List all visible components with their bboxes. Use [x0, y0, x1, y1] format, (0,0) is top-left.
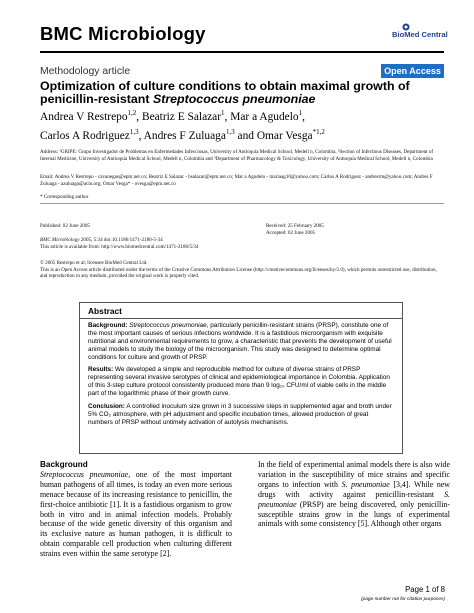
author-name[interactable]: Andrea V Restrepo [40, 110, 128, 123]
received-accepted-dates [266, 223, 446, 236]
author-affiliation-sup: 1,3 [129, 127, 139, 136]
body-text: In the field of experimental animal models there is also wide variation in the susceptibility of mice strains and specific organs to infection with [258, 460, 450, 489]
author-affiliation-sup: 1 [298, 109, 303, 117]
open-access-badge: Open Access [381, 64, 444, 78]
accepted-date: Accepted: 02 June 2005 [266, 229, 316, 236]
author-addresses: Address: ¹GRIPE: Grupo Investigador de Problemas en Enfermedades Infecciosas, University of Antioquia Medical School, Medell n, Colombia, ²Section of Infectious Diseases, Department of Internal Medicine, University of Antioquia Medical School, Medell n, Colombia and ³Department of Pharmacology & Toxicology, University of Antioquia Medical School, Medell n, Colombia [40, 149, 434, 162]
body-species: S. pneumoniae [341, 479, 390, 489]
copyright-line: © 2005 Restrepo et al; licensee BioMed Central Ltd. [40, 260, 148, 266]
published-date: Published: 02 June 2005 [40, 223, 90, 229]
author-name[interactable]: , Andres F Zuluaga [138, 129, 226, 142]
abstract-conclusion [88, 403, 394, 427]
author-affiliation-sup: *1,2 [312, 127, 325, 136]
received-date: Received: 25 February 2005 [266, 223, 324, 229]
abstract-heading: Abstract [88, 306, 122, 316]
author-list [40, 106, 450, 144]
abstract-background-label: Background: [88, 321, 128, 329]
publisher-name: BioMed Central [392, 30, 448, 39]
abstract-box [79, 302, 403, 454]
author-separator: , [302, 110, 305, 123]
body-species: Streptococcus pneumoniae [40, 469, 129, 479]
header-divider [40, 51, 444, 53]
author-affiliation-sup: 1,3 [225, 127, 235, 136]
page-number-note: (page number not for citation purposes) [361, 597, 445, 602]
abstract-divider [80, 318, 402, 319]
abstract-background [88, 322, 394, 362]
author-affiliation-sup: 1 [221, 109, 225, 117]
author-name[interactable]: Carlos A Rodriguez [40, 129, 130, 142]
meta-divider [40, 203, 444, 204]
author-name[interactable]: , Mar a Agudelo [224, 110, 299, 123]
author-affiliation-sup: 1,2 [127, 109, 137, 117]
abstract-text: , particularly penicillin-resistant strains (PRSP), constitute one of the most important causes of serious infections worldwide. It is a fastidious microorganism with exquisite nutritional and environmental requirements to grow, a characteristic that prevents the development of useful animal models to study the biology of the microorganism. This study was designed to determine optimal conditions for culture and growth of PRSP. [88, 321, 392, 361]
abstract-text: We developed a simple and reproducible method for culture of diverse strains of PRSP representing several invasive serotypes of clinical and epidemiological importance in Colombia. Application of this 3-step culture protocol consistently produced more than 9 log₁₀ CFU/ml of viable cells in the middle part of the logarithmic phase of their growth curve. [88, 366, 390, 398]
author-name[interactable]: , Beatriz E Salazar [136, 110, 222, 123]
citation [40, 237, 163, 244]
author-name[interactable]: and Omar Vesga [234, 129, 313, 142]
journal-title: BMC Microbiology [40, 23, 206, 44]
title-text: Optimization of culture conditions to obtain maximal growth of penicillin-resistant [40, 79, 410, 106]
article-type: Methodology article [40, 66, 131, 77]
section-heading-background: Background [40, 460, 88, 469]
page-number: Page 1 of 8 [405, 585, 445, 594]
publisher-logo[interactable] [378, 22, 448, 42]
body-column-left [40, 460, 232, 559]
abstract-results-label: Results: [88, 366, 114, 374]
body-species: S. pneumoniae [258, 489, 450, 509]
abstract-text: A controlled inoculum size grown in 3 successive steps in supplemented agar and broth under 5% CO₂ atmosphere, with pH adjustment and specific incubation times, allowed production of great numbers of PRSP without untimely activation of autolysis mechanisms. [88, 403, 392, 426]
abstract-species: Streptococcus pneumoniae [129, 321, 207, 329]
body-text: [3,4]. While new drugs with activity against penicillin-resistant [258, 479, 451, 499]
body-column-right [258, 460, 450, 529]
citation-details: 2005, 5:34 doi:10.1186/1471-2180-5-34 [79, 237, 163, 243]
body-text: , one of the most important human pathogens of all times, is today an even more serious menace because of its increasing resistance to penicillin, the first-choice antibiotic [1]. It is a fastidious organism to grow both in vitro and in animal infection models. Probably because of the wide genetic diversity of this organism and its exclusive nature as human pathogen, it is difficult to obtain comparable cell production when culturing different strains even within the same serotype [2]. [40, 469, 233, 559]
body-text: (PRSP) are being discovered, only penicillin-susceptible strains grow in the lungs of experimental animals with some consistency [5]. Although other organs [258, 499, 450, 529]
citation-journal: BMC Microbiology [40, 237, 80, 243]
author-emails[interactable]: Email: Andrea V Restrepo - cavanegas@epm.net.co; Beatriz E Salazar - bsalazar@epm.net.co; Mar a Agudelo - mariaag10@yahoo.com; Carlos A Rodriguez - andresrm@yahoo.com; Andres F Zuluaga - azuluaga@acin.org; Omar Vesga* - ovesga@epm.net.co [40, 174, 433, 187]
title-italic: Streptococcus pneumoniae [152, 92, 316, 106]
article-url[interactable]: This article is available from: http://www.biomedcentral.com/1471-2180/5/34 [40, 244, 199, 250]
copyright-block [40, 260, 444, 280]
abstract-results [88, 366, 394, 398]
license-text[interactable]: This is an Open Access article distributed under the terms of the Creative Commons Attribution License (http://creativecommons.org/licenses/by/2.0), which permits unrestricted use, distribution, and reproduction in any medium, provided the original work is properly cited. [40, 266, 437, 280]
article-title [40, 80, 450, 106]
corresponding-author-note: * Corresponding author [40, 194, 89, 200]
abstract-conclusion-label: Conclusion: [88, 403, 125, 411]
